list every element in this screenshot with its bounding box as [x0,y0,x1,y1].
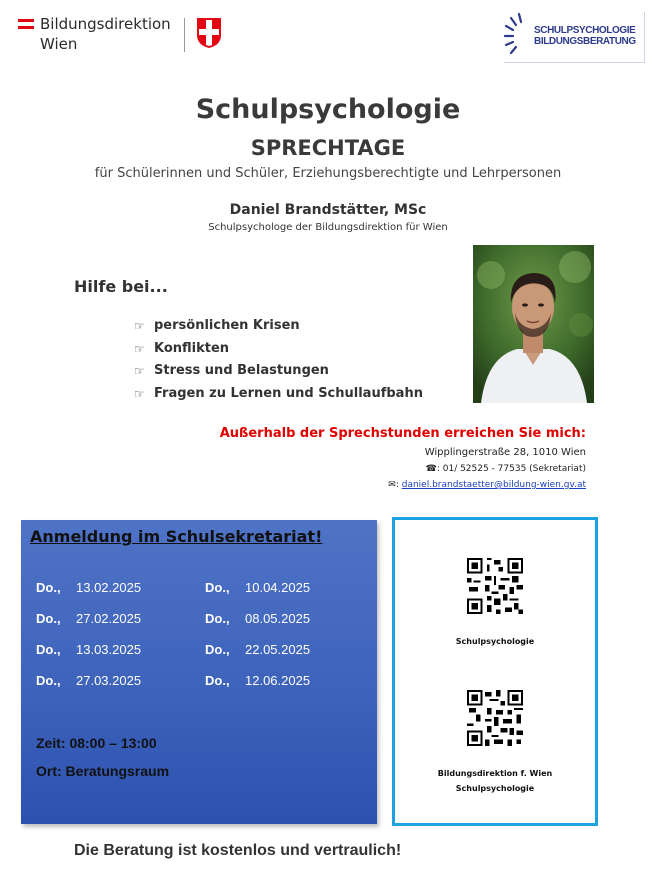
date-value: 12.06.2025 [245,673,311,688]
time-info: Zeit: 08:00 – 13:00 [36,735,157,751]
email-link[interactable]: daniel.brandstaetter@bildung-wien.gv.at [401,480,586,490]
bildungsdirektion-logo [18,16,228,58]
place-info: Ort: Beratungsraum [36,763,170,779]
list-item: ☞ Konflikten [134,340,230,356]
date-weekday: Do., [36,580,61,595]
date-weekday: Do., [36,673,61,688]
help-list [130,318,423,408]
date-value: 27.03.2025 [76,673,142,688]
contact-phone: ☎: 01/ 52525 - 77535 (Sekretariat) [425,464,586,474]
portrait-photo [473,245,594,403]
logo-text-line2: BILDUNGSBERATUNG [534,36,636,47]
list-item: ☞ Stress und Belastungen [134,363,329,379]
date-weekday: Do., [205,580,230,595]
qr-label: Schulpsychologie [455,637,535,646]
date-weekday: Do., [205,642,230,657]
date-weekday: Do., [36,611,61,626]
hand-pointer-icon: ☞ [134,341,145,356]
registration-box [21,520,377,824]
qr-code-icon[interactable] [467,558,523,614]
logo-text-line2: Wien [40,35,78,53]
contact-address: Wipplingerstraße 28, 1010 Wien [424,447,586,458]
date-value: 13.03.2025 [76,642,142,657]
person-name: Daniel Brandstätter, MSc [229,202,427,218]
date-value: 13.02.2025 [76,580,142,595]
qr-code-box [392,517,598,826]
registration-heading: Anmeldung im Schulsekretariat! [30,527,323,546]
date-weekday: Do., [205,673,230,688]
logo-text-line1: Bildungsdirektion [40,15,171,33]
list-item: ☞ Fragen zu Lernen und Schullaufbahn [134,385,423,401]
hand-pointer-icon: ☞ [134,386,145,401]
person-role: Schulpsychologe der Bildungsdirektion für Wien [208,222,448,233]
date-value: 27.02.2025 [76,611,142,626]
phone-icon: ☎ [425,464,437,474]
audience-text: für Schülerinnen und Schüler, Erziehungsberechtigte und Lehrpersonen [94,166,562,181]
qr-label: Schulpsychologie [455,784,535,793]
page-subtitle: SPRECHTAGE [250,136,406,160]
help-heading: Hilfe bei... [74,277,168,296]
hand-pointer-icon: ☞ [134,319,145,333]
list-item: ☞ persönlichen Krisen [134,318,300,333]
page-title: Schulpsychologie [195,94,461,125]
qr-code-icon[interactable] [467,690,523,746]
schulpsychologie-logo [504,12,645,63]
date-weekday: Do., [205,611,230,626]
hand-pointer-icon: ☞ [134,364,145,379]
contact-email: ✉: daniel.brandstaetter@bildung-wien.gv.at [388,480,586,490]
footer-note: Die Beratung ist kostenlos und vertraulich! [74,842,402,859]
sunburst-icon [504,12,534,58]
logo-divider [184,18,185,52]
qr-label: Bildungsdirektion f. Wien [437,769,553,778]
mail-icon: ✉ [388,480,396,490]
date-value: 10.04.2025 [245,580,311,595]
logo-text-line1: SCHULPSYCHOLOGIE [534,25,636,36]
date-weekday: Do., [36,642,61,657]
date-value: 08.05.2025 [245,611,311,626]
contact-heading: Außerhalb der Sprechstunden erreichen Sie mich: [219,426,586,441]
austria-flag-icon [18,19,34,29]
date-value: 22.05.2025 [245,642,311,657]
vienna-shield-icon [196,17,222,49]
